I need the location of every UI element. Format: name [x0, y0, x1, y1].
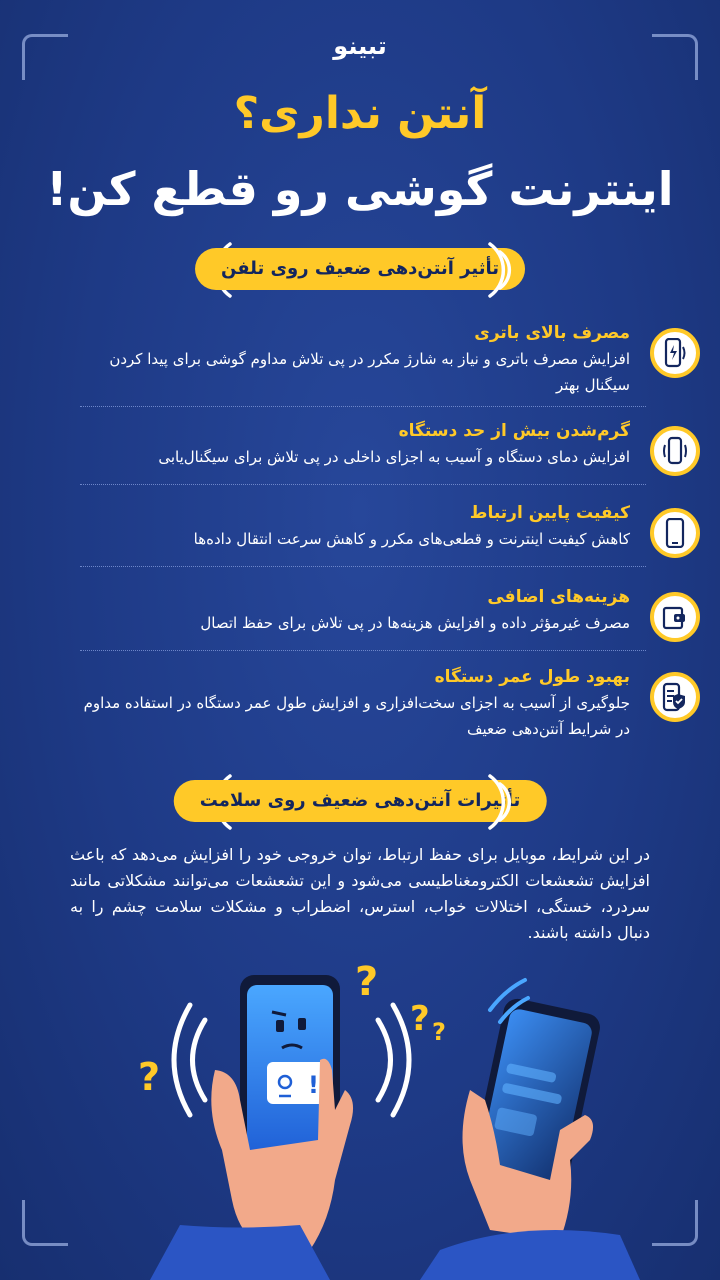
signal-waves-icon	[480, 240, 540, 300]
item-description: مصرف غیرمؤثر داده و افزایش هزینه‌ها در پی تلاش برای حفظ اتصال	[200, 614, 630, 632]
item-description: کاهش کیفیت اینترنت و قطعی‌های مکرر و کاهش سرعت انتقال داده‌ها	[193, 530, 630, 548]
health-paragraph: در این شرایط، موبایل برای حفظ ارتباط، توان خروجی خود را افزایش می‌دهد که باعث افزایش تشعشعات الکترومغناطیسی می‌شود و این تشعشعات می‌توانند مشکلاتی مانند سردرد، خستگی، اختلالات خواب، استرس، اضطراب و مشکلات سلامت چشم را به دنبال داشته باشند.	[70, 845, 650, 942]
wallet-icon	[650, 592, 700, 642]
item-description: افزایش دمای دستگاه و آسیب به اجزای داخلی در پی تلاش برای سیگنال‌یابی	[158, 448, 630, 466]
item-description: جلوگیری از آسیب به اجزای سخت‌افزاری و افزایش طول عمر دستگاه در استفاده مداوم در شرایط آنتن‌دهی ضعیف	[83, 694, 630, 738]
divider	[80, 566, 646, 567]
battery-phone-icon	[650, 328, 700, 378]
list-item	[70, 418, 650, 498]
page-title-line2: اینترنت گوشی رو قطع کن!	[46, 162, 674, 216]
item-title: کیفیت پایین ارتباط	[469, 503, 630, 523]
divider	[80, 650, 646, 651]
shield-phone-icon	[650, 672, 700, 722]
item-title: گرم‌شدن بیش از حد دستگاه	[398, 421, 630, 441]
list-item	[70, 664, 650, 744]
signal-waves-icon	[480, 772, 540, 832]
vibrating-phone-icon	[650, 426, 700, 476]
phones-illustration	[0, 950, 720, 1280]
question-mark-icon: ?	[432, 1018, 446, 1046]
list-item	[70, 500, 650, 580]
item-title: هزینه‌های اضافی	[487, 587, 630, 607]
divider	[80, 406, 646, 407]
section-header-health	[0, 772, 720, 832]
item-title: بهبود طول عمر دستگاه	[434, 667, 630, 687]
phone-icon	[650, 508, 700, 558]
question-mark-icon: ?	[138, 1055, 161, 1099]
section-header-phone	[0, 240, 720, 300]
list-item	[70, 584, 650, 664]
svg-text:!: !	[308, 1071, 319, 1099]
page-title-line1: آنتن نداری؟	[233, 88, 487, 139]
brand-logo: تبینو	[333, 32, 387, 60]
question-mark-icon: ?	[355, 959, 379, 1005]
item-description: افزایش مصرف باتری و نیاز به شارژ مکرر در پی تلاش مداوم گوشی برای پیدا کردن سیگنال بهتر	[109, 350, 630, 394]
question-mark-icon: ?	[410, 999, 430, 1039]
section-title-phone: تأثیر آنتن‌دهی ضعیف روی تلفن	[195, 248, 525, 290]
section-title-health: تأثیرات آنتن‌دهی ضعیف روی سلامت	[174, 780, 547, 822]
list-item	[70, 320, 650, 400]
item-title: مصرف بالای باتری	[474, 323, 630, 343]
divider	[80, 484, 646, 485]
